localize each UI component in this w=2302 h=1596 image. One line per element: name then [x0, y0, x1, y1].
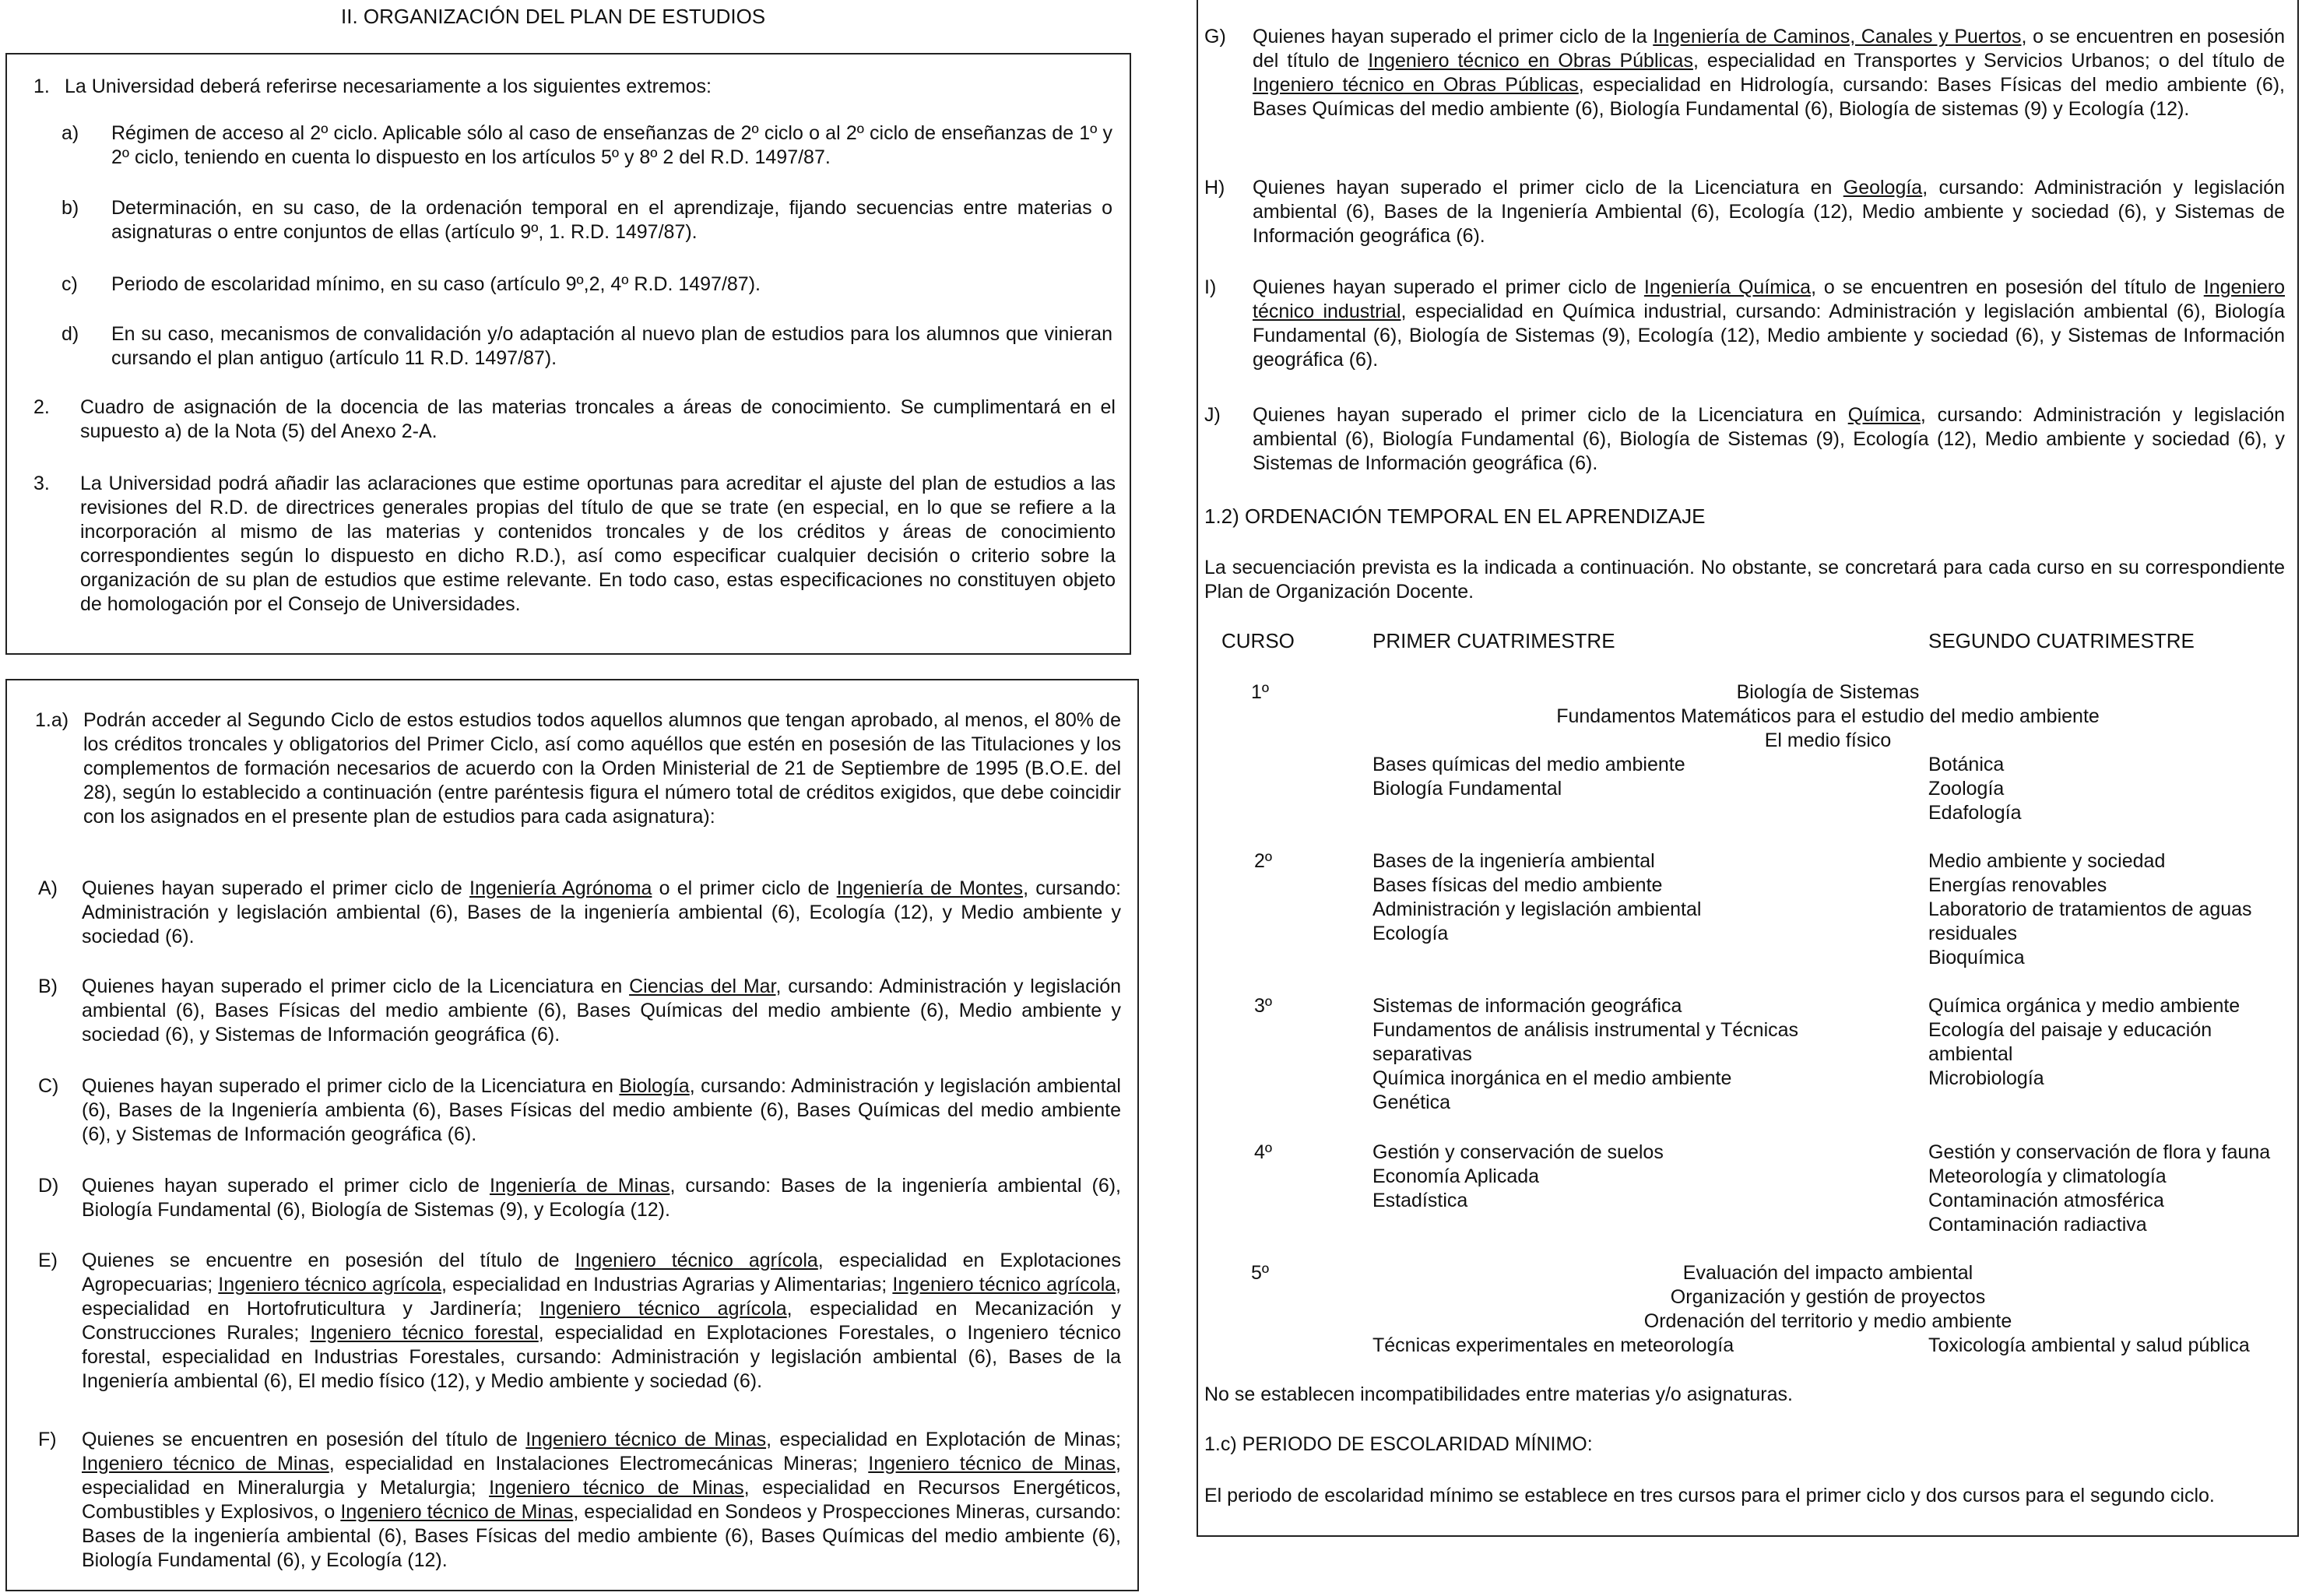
item-J: J) Quienes hayan superado el primer ciclo de la Licenciatura en Química, cursando: Administración y legislación ambiental (6), Biología Fundamental (6), Biología de Sistemas (9), Ecología (12), Medio ambiente y sociedad (6), y Sistemas de Información geográfica (6). [1204, 404, 2285, 474]
item-I: I) Quienes hayan superado el primer ciclo de Ingeniería Química, o se encuentren en posesión del título de Ingeniero técnico industrial, especialidad en Química industrial, cursando: Administración y legislación ambiental (6), Biología Fundamental (6), Biología de Sistemas (9), Ecología (12), Medio ambiente y sociedad (6), y Sistemas de Información geográfica (6). [1204, 276, 2286, 371]
curso-2: 2º [1254, 850, 1273, 872]
access-requirements-box [5, 679, 1139, 1591]
item-3: 3. La Universidad podrá añadir las aclaraciones que estime oportunas para acreditar el ajuste del plan de estudios a las revisiones del R.D. de directrices generales propias del título de que se trate (en especial, en lo que se refiere a la incorporación al mismo de las materias y contenidos troncales y de los créditos y áreas de conocimiento correspondientes según lo dispuesto en dicho R.D.), así como especificar cualquier decisión o criterio sobre la organización de su plan de estudios que estime relevante. En todo caso, estas especificaciones no constituyen objeto de homologación por el Consejo de Universidades. [33, 473, 1116, 615]
curso-1-primer: Bases químicas del medio ambiente Biología Fundamental [1372, 754, 1685, 800]
curso-3-primer: Sistemas de información geográfica Fundamentos de análisis instrumental y Técnicas separativas Química inorgánica en el medio ambiente Genética [1372, 995, 1799, 1113]
curso-5-shared: Evaluación del impacto ambiental Organización y gestión de proyectos Ordenación del territorio y medio ambiente [1643, 1262, 2012, 1332]
section-1c-title: 1.c) PERIODO DE ESCOLARIDAD MÍNIMO: [1204, 1433, 1593, 1455]
section-1-2-text: La secuenciación prevista es la indicada a continuación. No obstante, se concretará para cada curso en su correspondiente Plan de Organización Docente. [1204, 557, 2285, 603]
header-primer-cuatrimestre: PRIMER CUATRIMESTRE [1372, 629, 1615, 652]
curso-4-segundo: Gestión y conservación de flora y fauna Meteorología y climatología Contaminación atmosférica Contaminación radiactiva [1928, 1141, 2271, 1236]
item-C: C) Quienes hayan superado el primer ciclo de la Licenciatura en Biología, cursando: Administración y legislación ambiental (6), Bases de la Ingeniería ambienta (6), Bases Físicas del medio ambiente (6), Bases Químicas del medio ambiente (6), y Sistemas de Información geográfica (6). [38, 1075, 1121, 1145]
header-segundo-cuatrimestre: SEGUNDO CUATRIMESTRE [1928, 629, 2195, 652]
curso-1: 1º [1251, 681, 1270, 703]
sub-item-b: b) Determinación, en su caso, de la ordenación temporal en el aprendizaje, fijando secuencias entre materias o asignaturas o entre conjuntos de ellas (artículo 9º, 1. R.D. 1497/87). [62, 197, 1112, 243]
item-H: H) Quienes hayan superado el primer ciclo de la Licenciatura en Geología, cursando: Administración y legislación ambiental (6), Bases de la Ingeniería Ambiental (6), Ecología (12), Medio ambiente y sociedad (6), y Sistemas de Información geográfica (6). [1204, 177, 2285, 247]
curso-5: 5º [1251, 1262, 1270, 1284]
curso-2-primer: Bases de la ingeniería ambiental Bases físicas del medio ambiente Administración y legislación ambiental Ecología [1372, 850, 1702, 944]
sub-item-a: a) Régimen de acceso al 2º ciclo. Aplicable sólo al caso de enseñanzas de 2º ciclo o al 2º ciclo de enseñanzas de 1º y 2º ciclo, teniendo en cuenta lo dispuesto en los artículos 5º y 8º 2 del R.D. 1497/87. [62, 122, 1112, 168]
instructions-box [5, 53, 1131, 655]
curso-1-segundo: Botánica Zoología Edafología [1928, 754, 2022, 824]
curso-5-primer: Técnicas experimentales en meteorología [1372, 1334, 1734, 1356]
item-B: B) Quienes hayan superado el primer ciclo de la Licenciatura en Ciencias del Mar, cursando: Administración y legislación ambiental (6), Bases Físicas del medio ambiente (6), Bases Químicas del medio ambiente (6), Medio ambiente y sociedad (6), y Sistemas de Información geográfica (6). [38, 976, 1122, 1046]
section-1c-text: El periodo de escolaridad mínimo se establece en tres cursos para el primer ciclo y dos cursos para el segundo ciclo. [1204, 1485, 2215, 1506]
sub-item-c: c) Periodo de escolaridad mínimo, en su caso (artículo 9º,2, 4º R.D. 1497/87). [62, 273, 761, 295]
incompatibilities-note: No se establecen incompatibilidades entre materias y/o asignaturas. [1204, 1383, 1793, 1405]
item-2: 2. Cuadro de asignación de la docencia de las materias troncales a áreas de conocimiento. Se cumplimentará en el supuesto a) de la Nota (5) del Anexo 2-A. [33, 396, 1116, 442]
sub-item-d: d) En su caso, mecanismos de convalidación y/o adaptación al nuevo plan de estudios para los alumnos que vinieran cursando el plan antiguo (artículo 11 R.D. 1497/87). [62, 323, 1112, 369]
item-A: A) Quienes hayan superado el primer ciclo de Ingeniería Agrónoma o el primer ciclo de Ingeniería de Montes, cursando: Administración y legislación ambiental (6), Bases de la ingeniería ambiental (6), Ecología (12), y Medio ambiente y sociedad (6). [38, 877, 1122, 947]
curso-4-primer: Gestión y conservación de suelos Economía Aplicada Estadística [1372, 1141, 1664, 1211]
curso-5-segundo: Toxicología ambiental y salud pública [1928, 1334, 2250, 1356]
right-column-box [1197, 0, 2299, 1537]
item-1: 1. La Universidad deberá referirse necesariamente a los siguientes extremos: [33, 76, 712, 97]
curso-3-segundo: Química orgánica y medio ambiente Ecología del paisaje y educación ambiental Microbiología [1928, 995, 2240, 1089]
header-curso: CURSO [1221, 629, 1295, 652]
item-F: F) Quienes se encuentren en posesión del título de Ingeniero técnico de Minas, especialidad en Explotación de Minas; Ingeniero técnico de Minas, especialidad en Instalaciones Electromecánicas Mineras; Ingeniero técnico de Minas, especialidad en Mineralurgia y Metalurgia; Ingeniero técnico de Minas, especialidad en Recursos Energéticos, Combustibles y Explosivos, o Ingeniero técnico de Minas, especialidad en Sondeos y Prospecciones Mineras, cursando: Bases de la ingeniería ambiental (6), Bases Físicas del medio ambiente (6), Bases Químicas del medio ambiente (6), Biología Fundamental (6), y Ecología (12). [38, 1429, 1121, 1571]
page-title: II. ORGANIZACIÓN DEL PLAN DE ESTUDIOS [341, 5, 766, 28]
intro-1a: 1.a) Podrán acceder al Segundo Ciclo de estos estudios todos aquellos alumnos que tengan aprobado, al menos, el 80% de los créditos troncales y obligatorios del Primer Ciclo, así como aquéllos que estén en posesión de las Titulaciones y los complementos de formación necesarios de acuerdo con la Orden Ministerial de 21 de Septiembre de 1995 (B.O.E. del 28), según lo establecido a continuación (entre paréntesis figura el número total de créditos exigidos, que debe coincidir con los asignados en el presente plan de estudios para cada asignatura): [35, 709, 1121, 828]
curso-2-segundo: Medio ambiente y sociedad Energías renovables Laboratorio de tratamientos de aguas residuales Bioquímica [1928, 850, 2252, 968]
curso-3: 3º [1254, 995, 1273, 1017]
item-D: D) Quienes hayan superado el primer ciclo de Ingeniería de Minas, cursando: Bases de la ingeniería ambiental (6), Biología Fundamental (6), Biología de Sistemas (9), y Ecología (12). [38, 1175, 1122, 1221]
item-G: G) Quienes hayan superado el primer ciclo de la Ingeniería de Caminos, Canales y Puertos, o se encuentren en posesión del título de Ingeniero técnico en Obras Públicas, especialidad en Transportes y Servicios Urbanos; o del título de Ingeniero técnico en Obras Públicas, especialidad en Hidrología, cursando: Bases Físicas del medio ambiente (6), Bases Químicas del medio ambiente (6), Biología Fundamental (6), Biología de sistemas (9) y Ecología (12). [1204, 26, 2286, 120]
item-E: E) Quienes se encuentre en posesión del título de Ingeniero técnico agrícola, especialidad en Explotaciones Agropecuarias; Ingeniero técnico agrícola, especialidad en Industrias Agrarias y Alimentarias; Ingeniero técnico agrícola, especialidad en Hortofruticultura y Jardinería; Ingeniero técnico agrícola, especialidad en Mecanización y Construcciones Rurales; Ingeniero técnico forestal, especialidad en Explotaciones Forestales, o Ingeniero técnico forestal, especialidad en Industrias Forestales, cursando: Administración y legislación ambiental (6), Bases de la Ingeniería ambiental (6), El medio físico (12), y Medio ambiente y sociedad (6). [38, 1250, 1122, 1392]
section-1-2-title: 1.2) ORDENACIÓN TEMPORAL EN EL APRENDIZAJE [1204, 504, 1706, 528]
curso-1-shared: Biología de Sistemas Fundamentos Matemáticos para el estudio del medio ambiente El medio físico [1556, 681, 2100, 751]
curso-4: 4º [1254, 1141, 1273, 1163]
